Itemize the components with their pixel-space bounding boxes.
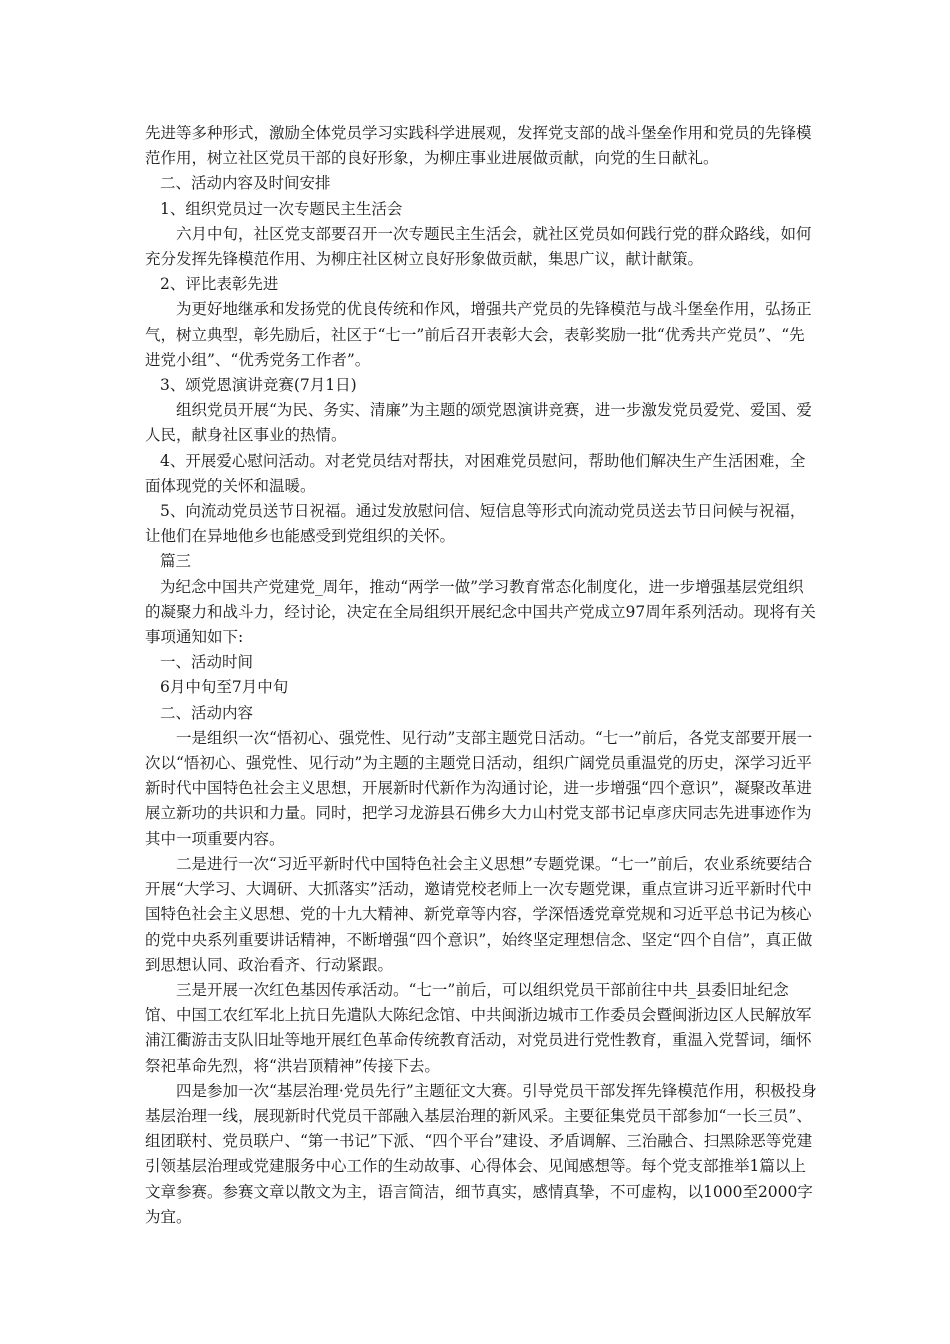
paragraph-time-range: 6月中旬至7月中旬: [160, 678, 289, 697]
paragraph-activity-two: 二是进行一次“习近平新时代中国特色社会主义思想”专题党课。“七一”前后，农业系统要结合开展“大学习、大调研、大抓落实”活动，邀请党校老师上一次专题党课，重点宣讲习近平新时代中国特色社会主义思想、党的十九大精神、新党章等内容，学深悟透党章党规和习近平总书记为核心的党中央系列重要讲话精神，不断增强“四个意识”，始终坚定理想信念、坚定“四个自信”，真正做到思想认同、政治看齐、行动紧跟。: [145, 854, 813, 974]
paragraph-care-visits: 4、开展爱心慰问活动。对老党员结对帮扶，对困难党员慰问，帮助他们解决生产生活困难，全面体现党的关怀和温暖。: [145, 451, 806, 495]
chapter-heading-part-three: 篇三: [160, 552, 192, 571]
item-heading-speech-contest: 3、颂党恩演讲竞赛(7月1日): [160, 376, 357, 395]
section-heading-schedule: 二、活动内容及时间安排: [160, 174, 331, 193]
paragraph-speech-contest: 组织党员开展“为民、务实、清廉”为主题的颂党恩演讲竞赛，进一步激发党员爱党、爱国、爱人民，献身社区事业的热情。: [145, 401, 812, 445]
item-heading-democratic-meeting: 1、组织党员过一次专题民主生活会: [160, 199, 403, 218]
paragraph-democratic-meeting: 六月中旬，社区党支部要召开一次专题民主生活会，就社区党员如何践行党的群众路线，如何充分发挥先锋模范作用、为柳庄社区树立良好形象做贡献，集思广议，献计献策。: [145, 224, 812, 269]
paragraph-activity-three: 三是开展一次红色基因传承活动。“七一”前后，可以组织党员干部前往中共_县委旧址纪念馆、中国工农红军北上抗日先遣队大陈纪念馆、中共闽浙边城市工作委员会暨闽浙边区人民解放军浦江衢游击支队旧址等地开展红色革命传统教育活动，对党员进行党性教育，重温入党誓词，缅怀祭祀革命先烈，将“洪岩顶精神”传接下去。: [145, 980, 812, 1075]
section-heading-content: 二、活动内容: [160, 703, 254, 722]
paragraph-activity-four: 四是参加一次“基层治理·党员先行”主题征文大赛。引导党员干部发挥先锋模范作用，积极投身基层治理一线，展现新时代党员干部融入基层治理的新风采。主要征集党员干部参加“一长三员”、组团联村、党员联户、“第一书记”下派、“四个平台”建设、矛盾调解、三治融合、扫黑除恶等党建引领基层治理或党建服务中心工作的生动故事、心得体会、见闻感想等。每个党支部推举1篇以上文章参赛。参赛文章以散文为主，语言简洁，细节真实，感情真挚，不可虚构，以1000至2000字为宜。: [145, 1081, 817, 1226]
paragraph-awards: 为更好地继承和发扬党的优良传统和作风，增强共产党员的先锋模范与战斗堡垒作用，弘扬正气，树立典型，彰先励后，社区于“七一”前后召开表彰大会，表彰奖励一批“优秀共产党员”、“先进党小组”、“优秀党务工作者”。: [145, 300, 812, 369]
section-heading-time: 一、活动时间: [160, 653, 254, 672]
item-heading-awards: 2、评比表彰先进: [160, 275, 279, 294]
paragraph-notice-intro: 为纪念中国共产党建党_周年，推动“两学一做”学习教育常态化制度化，进一步增强基层党组织的凝聚力和战斗力，经讨论，决定在全局组织开展纪念中国共产党成立97周年系列活动。现将有关事项通知如下:: [145, 577, 816, 647]
paragraph-holiday-greetings: 5、向流动党员送节日祝福。通过发放慰问信、短信息等形式向流动党员送去节日问候与祝福，让他们在异地他乡也能感受到党组织的关怀。: [145, 502, 806, 546]
paragraph-continuation: 先进等多种形式，激励全体党员学习实践科学进展观，发挥党支部的战斗堡垒作用和党员的先锋模范作用，树立社区党员干部的良好形象，为柳庄事业进展做贡献，向党的生日献礼。: [145, 124, 812, 168]
document-body: [145, 121, 817, 1230]
paragraph-activity-one: 一是组织一次“悟初心、强党性、见行动”支部主题党日活动。“七一”前后，各党支部要开展一次以“悟初心、强党性、见行动”为主题的主题党日活动，组织广阔党员重温党的历史，深学习近平新时代中国特色社会主义思想，开展新时代新作为沟通讨论，进一步增强“四个意识”，凝聚改革进展立新功的共识和力量。同时，把学习龙游县石佛乡大力山村党支部书记卓彦庆同志先进事迹作为其中一项重要内容。: [145, 728, 813, 848]
